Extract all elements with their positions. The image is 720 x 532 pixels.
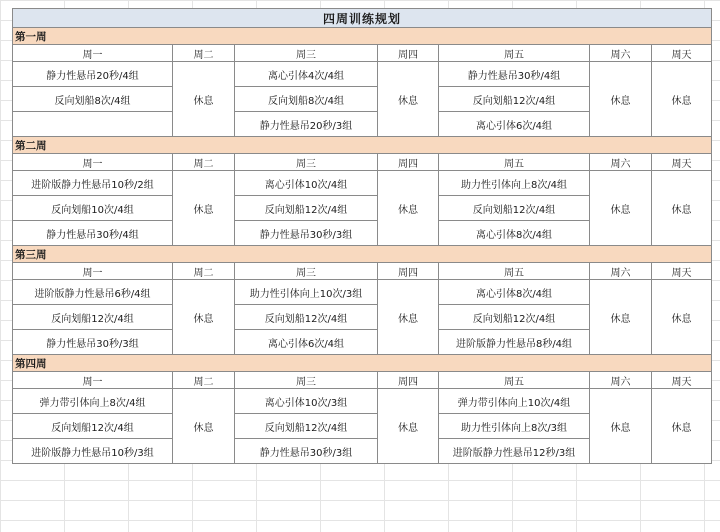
exercise-cell-fri[interactable]: 弹力带引体向上10次/4组 [439,389,590,414]
exercise-cell-mon[interactable]: 静力性悬吊20秒/4组 [13,62,173,87]
day-header-row [13,154,712,171]
day-header[interactable]: 周五 [439,263,590,280]
exercise-cell-wed[interactable]: 离心引体4次/4组 [235,62,378,87]
exercise-cell-mon[interactable] [13,112,173,137]
rest-cell[interactable]: 休息 [378,171,439,246]
day-header[interactable]: 周二 [173,372,235,389]
exercise-cell-mon[interactable]: 进阶版静力性悬吊6秒/4组 [13,280,173,305]
exercise-cell-fri[interactable]: 助力性引体向上8次/4组 [439,171,590,196]
week-label[interactable]: 第三周 [13,246,712,263]
exercise-cell-wed[interactable]: 助力性引体向上10次/3组 [235,280,378,305]
exercise-cell-fri[interactable]: 静力性悬吊30秒/4组 [439,62,590,87]
day-header[interactable]: 周五 [439,372,590,389]
day-header-row [13,263,712,280]
rest-cell[interactable]: 休息 [378,280,439,355]
day-header[interactable]: 周三 [235,45,378,62]
exercise-row [13,171,712,196]
exercise-cell-mon[interactable]: 反向划船10次/4组 [13,196,173,221]
day-header[interactable]: 周天 [652,372,712,389]
week-header-row [13,137,712,154]
rest-cell[interactable]: 休息 [652,171,712,246]
sheet-title[interactable]: 四周训练规划 [13,9,712,28]
exercise-cell-fri[interactable]: 进阶版静力性悬吊8秒/4组 [439,330,590,355]
exercise-cell-mon[interactable]: 静力性悬吊30秒/3组 [13,330,173,355]
exercise-cell-fri[interactable]: 离心引体6次/4组 [439,112,590,137]
exercise-cell-mon[interactable]: 进阶版静力性悬吊10秒/2组 [13,171,173,196]
exercise-cell-fri[interactable]: 助力性引体向上8次/3组 [439,414,590,439]
exercise-row [13,62,712,87]
day-header[interactable]: 周天 [652,263,712,280]
day-header[interactable]: 周三 [235,263,378,280]
rest-cell[interactable]: 休息 [590,62,652,137]
exercise-cell-fri[interactable]: 离心引体8次/4组 [439,221,590,246]
exercise-cell-wed[interactable]: 反向划船12次/4组 [235,196,378,221]
day-header[interactable]: 周三 [235,372,378,389]
rest-cell[interactable]: 休息 [378,62,439,137]
rest-cell[interactable]: 休息 [173,280,235,355]
rest-cell[interactable]: 休息 [590,171,652,246]
day-header[interactable]: 周六 [590,263,652,280]
exercise-cell-fri[interactable]: 反向划船12次/4组 [439,87,590,112]
exercise-cell-wed[interactable]: 静力性悬吊20秒/3组 [235,112,378,137]
day-header[interactable]: 周四 [378,45,439,62]
exercise-cell-fri[interactable]: 离心引体8次/4组 [439,280,590,305]
day-header[interactable]: 周一 [13,372,173,389]
day-header[interactable]: 周二 [173,154,235,171]
exercise-cell-wed[interactable]: 离心引体6次/4组 [235,330,378,355]
rest-cell[interactable]: 休息 [652,389,712,464]
exercise-cell-wed[interactable]: 反向划船12次/4组 [235,305,378,330]
exercise-cell-mon[interactable]: 反向划船8次/4组 [13,87,173,112]
day-header[interactable]: 周天 [652,45,712,62]
rest-cell[interactable]: 休息 [378,389,439,464]
day-header[interactable]: 周一 [13,154,173,171]
week-label[interactable]: 第二周 [13,137,712,154]
rest-cell[interactable]: 休息 [652,62,712,137]
exercise-row [13,280,712,305]
exercise-cell-mon[interactable]: 静力性悬吊30秒/4组 [13,221,173,246]
week-header-row [13,355,712,372]
exercise-cell-mon[interactable]: 反向划船12次/4组 [13,305,173,330]
rest-cell[interactable]: 休息 [590,280,652,355]
rest-cell[interactable]: 休息 [590,389,652,464]
exercise-cell-fri[interactable]: 进阶版静力性悬吊12秒/3组 [439,439,590,464]
exercise-cell-wed[interactable]: 反向划船12次/4组 [235,414,378,439]
day-header-row [13,45,712,62]
day-header[interactable]: 周二 [173,45,235,62]
exercise-cell-fri[interactable]: 反向划船12次/4组 [439,305,590,330]
day-header[interactable]: 周六 [590,372,652,389]
week-header-row [13,246,712,263]
week-label[interactable]: 第四周 [13,355,712,372]
training-plan-table [12,8,712,464]
day-header[interactable]: 周六 [590,154,652,171]
day-header[interactable]: 周四 [378,154,439,171]
week-label[interactable]: 第一周 [13,28,712,45]
rest-cell[interactable]: 休息 [173,62,235,137]
exercise-cell-wed[interactable]: 静力性悬吊30秒/3组 [235,439,378,464]
exercise-cell-wed[interactable]: 静力性悬吊30秒/3组 [235,221,378,246]
day-header[interactable]: 周四 [378,263,439,280]
exercise-cell-fri[interactable]: 反向划船12次/4组 [439,196,590,221]
day-header[interactable]: 周三 [235,154,378,171]
exercise-cell-wed[interactable]: 离心引体10次/4组 [235,171,378,196]
exercise-cell-mon[interactable]: 反向划船12次/4组 [13,414,173,439]
day-header[interactable]: 周六 [590,45,652,62]
exercise-cell-wed[interactable]: 反向划船8次/4组 [235,87,378,112]
exercise-cell-mon[interactable]: 弹力带引体向上8次/4组 [13,389,173,414]
day-header[interactable]: 周一 [13,263,173,280]
day-header[interactable]: 周天 [652,154,712,171]
day-header[interactable]: 周二 [173,263,235,280]
rest-cell[interactable]: 休息 [173,389,235,464]
week-header-row [13,28,712,45]
day-header[interactable]: 周五 [439,45,590,62]
day-header[interactable]: 周一 [13,45,173,62]
rest-cell[interactable]: 休息 [652,280,712,355]
day-header-row [13,372,712,389]
exercise-cell-wed[interactable]: 离心引体10次/3组 [235,389,378,414]
exercise-cell-mon[interactable]: 进阶版静力性悬吊10秒/3组 [13,439,173,464]
exercise-row [13,389,712,414]
day-header[interactable]: 周四 [378,372,439,389]
rest-cell[interactable]: 休息 [173,171,235,246]
day-header[interactable]: 周五 [439,154,590,171]
